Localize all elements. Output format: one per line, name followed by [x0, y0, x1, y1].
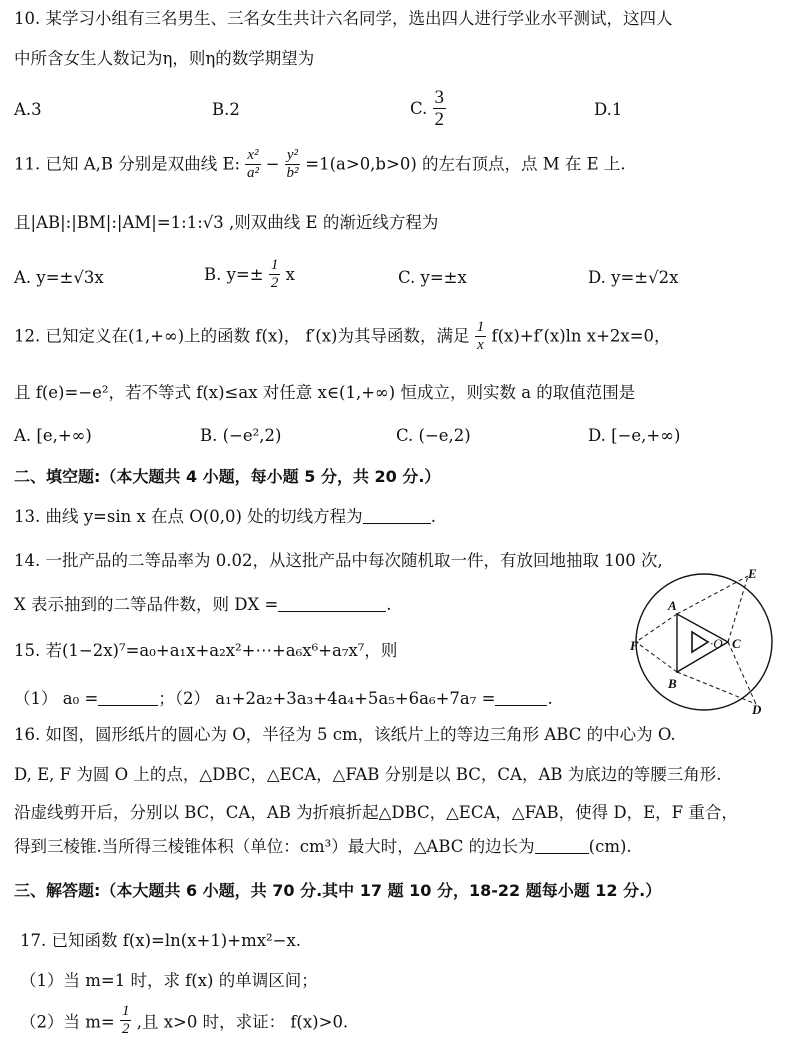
q11-option-c: C. y=±x: [398, 268, 467, 287]
label-f: F: [630, 638, 639, 653]
q11-option-a: A. y=±√3x: [14, 268, 104, 287]
q12-fraction: [475, 320, 487, 353]
q15-end: .: [547, 689, 553, 708]
q12-suffix: f(x)+f′(x)ln x+2x=0，: [491, 326, 671, 346]
q10-line2: 中所含女生人数记为η，则η的数学期望为: [14, 49, 315, 68]
q12-option-b: B. (−e²,2): [200, 426, 282, 445]
label-d: D: [752, 702, 762, 717]
q12-option-a: A. [e,+∞): [14, 426, 92, 445]
q14-end: .: [386, 595, 392, 614]
circle-o: [636, 574, 772, 710]
q17-line2: （1）当 m=1 时，求 f(x) 的单调区间；: [20, 971, 318, 990]
label-e: E: [748, 566, 757, 581]
q10-option-c-fraction: [433, 88, 447, 129]
q11-option-b: [204, 258, 295, 291]
q13-end: .: [430, 507, 436, 526]
q15-part2: ；（2） a₁+2a₂+3a₃+4a₄+5a₅+6a₆+7a₇ =: [158, 689, 496, 708]
q15-part2-blank[interactable]: [495, 689, 547, 706]
q11-option-b-fraction: [269, 258, 281, 291]
inner-triangle: [692, 632, 708, 652]
label-c: C: [732, 636, 741, 651]
q17-fraction: [120, 1004, 132, 1037]
section-3-heading: 三、解答题:（本大题共 6 小题，共 70 分.其中 17 题 10 分，18-22 题每小题 12 分.）: [14, 881, 662, 900]
section-2-heading: 二、填空题:（本大题共 4 小题，每小题 5 分，共 20 分.）: [14, 467, 441, 486]
q13-text: 13. 曲线 y=sin x 在点 O(0,0) 处的切线方程为: [14, 507, 363, 526]
q10-line1: 10. 某学习小组有三名男生、三名女生共计六名同学，选出四人进行学业水平测试，这四人: [14, 9, 673, 28]
q11-line1: 11. 已知 A,B 分别是双曲线 E: $\frac{\text{x²}}{\text{a²}}$ − $\frac{\text{y²}}{\text{b²}}$ =1(a>0,b>0) 的左右顶点，点 M 在 E 上.: [14, 147, 626, 181]
q11-x2: x²: [247, 147, 259, 163]
q16-line4: [14, 836, 784, 858]
q13: [14, 506, 784, 528]
q12-prefix: 12. 已知定义在(1,+∞)上的函数 f(x)， f′(x)为其导函数，满足: [14, 326, 470, 346]
q12-line2: 且 f(e)=−e²，若不等式 f(x)≤ax 对任意 x∈(1,+∞) 恒成立，则实数 a 的取值范围是: [14, 383, 636, 402]
q11-condition: =1(a>0,b>0) 的左右顶点，点 M 在 E 上.: [305, 154, 626, 174]
q11-a2: a²: [246, 165, 259, 181]
q16-line3: 沿虚线剪开后，分别以 BC，CA，AB 为折痕折起△DBC，△ECA，△FAB，使得 D，E，F 重合，: [14, 803, 738, 822]
q12-option-d: D. [−e,+∞): [588, 426, 681, 445]
q16-line4-text: 得到三棱锥.当所得三棱锥体积（单位：cm³）最大时，△ABC 的边长为: [14, 837, 535, 856]
q12-line1: [14, 320, 784, 353]
q10-option-a: A.3: [14, 100, 42, 119]
q11-option-b-post: x: [285, 265, 295, 284]
q11-option-b-pre: B. y=±: [204, 265, 264, 284]
q17-fraction-denominator: 2: [121, 1021, 130, 1037]
q17-fraction-numerator: 1: [121, 1003, 130, 1019]
q11-b2: b²: [286, 165, 299, 181]
label-b: B: [668, 676, 677, 691]
q16-line4-end: (cm).: [588, 837, 632, 856]
label-o: ·O: [710, 636, 723, 651]
q16-line2: D, E, F 为圆 O 上的点，△DBC，△ECA，△FAB 分别是以 BC，CA，AB 为底边的等腰三角形.: [14, 765, 722, 784]
q11-x-fraction: [245, 148, 260, 181]
q11-y-fraction: [285, 148, 300, 181]
q10-option-c: [410, 88, 446, 129]
q16-line1: 16. 如图，圆形纸片的圆心为 O，半径为 5 cm，该纸片上的等边三角形 ABC 的中心为 O.: [14, 725, 676, 744]
q10-option-c-numerator: 3: [434, 87, 445, 108]
q10-option-c-denominator: 2: [434, 109, 445, 130]
q17-line3-pre: （2）当 m=: [20, 1012, 115, 1032]
circle-triangle-figure: [628, 566, 780, 718]
q14-line1: 14. 一批产品的二等品率为 0.02，从这批产品中每次随机取一件，有放回地抽取 100 次,: [14, 551, 663, 570]
q11-option-d: D. y=±√2x: [588, 268, 679, 287]
q13-answer-blank[interactable]: [363, 507, 431, 524]
q11-y2: y²: [286, 147, 299, 163]
q15-part1: （1） a₀ =: [14, 689, 99, 708]
label-a: A: [668, 598, 677, 613]
q12-fraction-numerator: 1: [476, 319, 485, 335]
q10-option-c-label: C.: [410, 99, 428, 118]
q12-option-c: C. (−e,2): [396, 426, 471, 445]
q17-line3: [20, 1004, 784, 1037]
q10-option-d: D.1: [594, 100, 623, 119]
q11-option-b-numerator: 1: [270, 257, 279, 273]
q11-option-b-denominator: 2: [270, 275, 279, 291]
q15-line1: 15. 若(1−2x)⁷=a₀+a₁x+a₂x²+⋯+a₆x⁶+a₇x⁷，则: [14, 641, 398, 660]
q11-prefix: 11. 已知 A,B 分别是双曲线 E:: [14, 154, 241, 174]
q14-text: X 表示抽到的二等品件数，则 DX =: [14, 595, 279, 614]
q15-part1-blank[interactable]: [98, 689, 158, 706]
q10-option-b: B.2: [212, 100, 240, 119]
q11-line2: 且|AB|:|BM|:|AM|=1:1:√3 ,则双曲线 E 的渐近线方程为: [14, 213, 439, 232]
q17-line1: 17. 已知函数 f(x)=ln(x+1)+mx²−x.: [20, 931, 302, 950]
q14-answer-blank[interactable]: [278, 595, 386, 612]
q12-fraction-denominator: x: [477, 337, 484, 353]
q17-line3-post: ,且 x>0 时，求证： f(x)>0.: [136, 1012, 349, 1032]
q16-answer-blank[interactable]: [535, 837, 589, 854]
